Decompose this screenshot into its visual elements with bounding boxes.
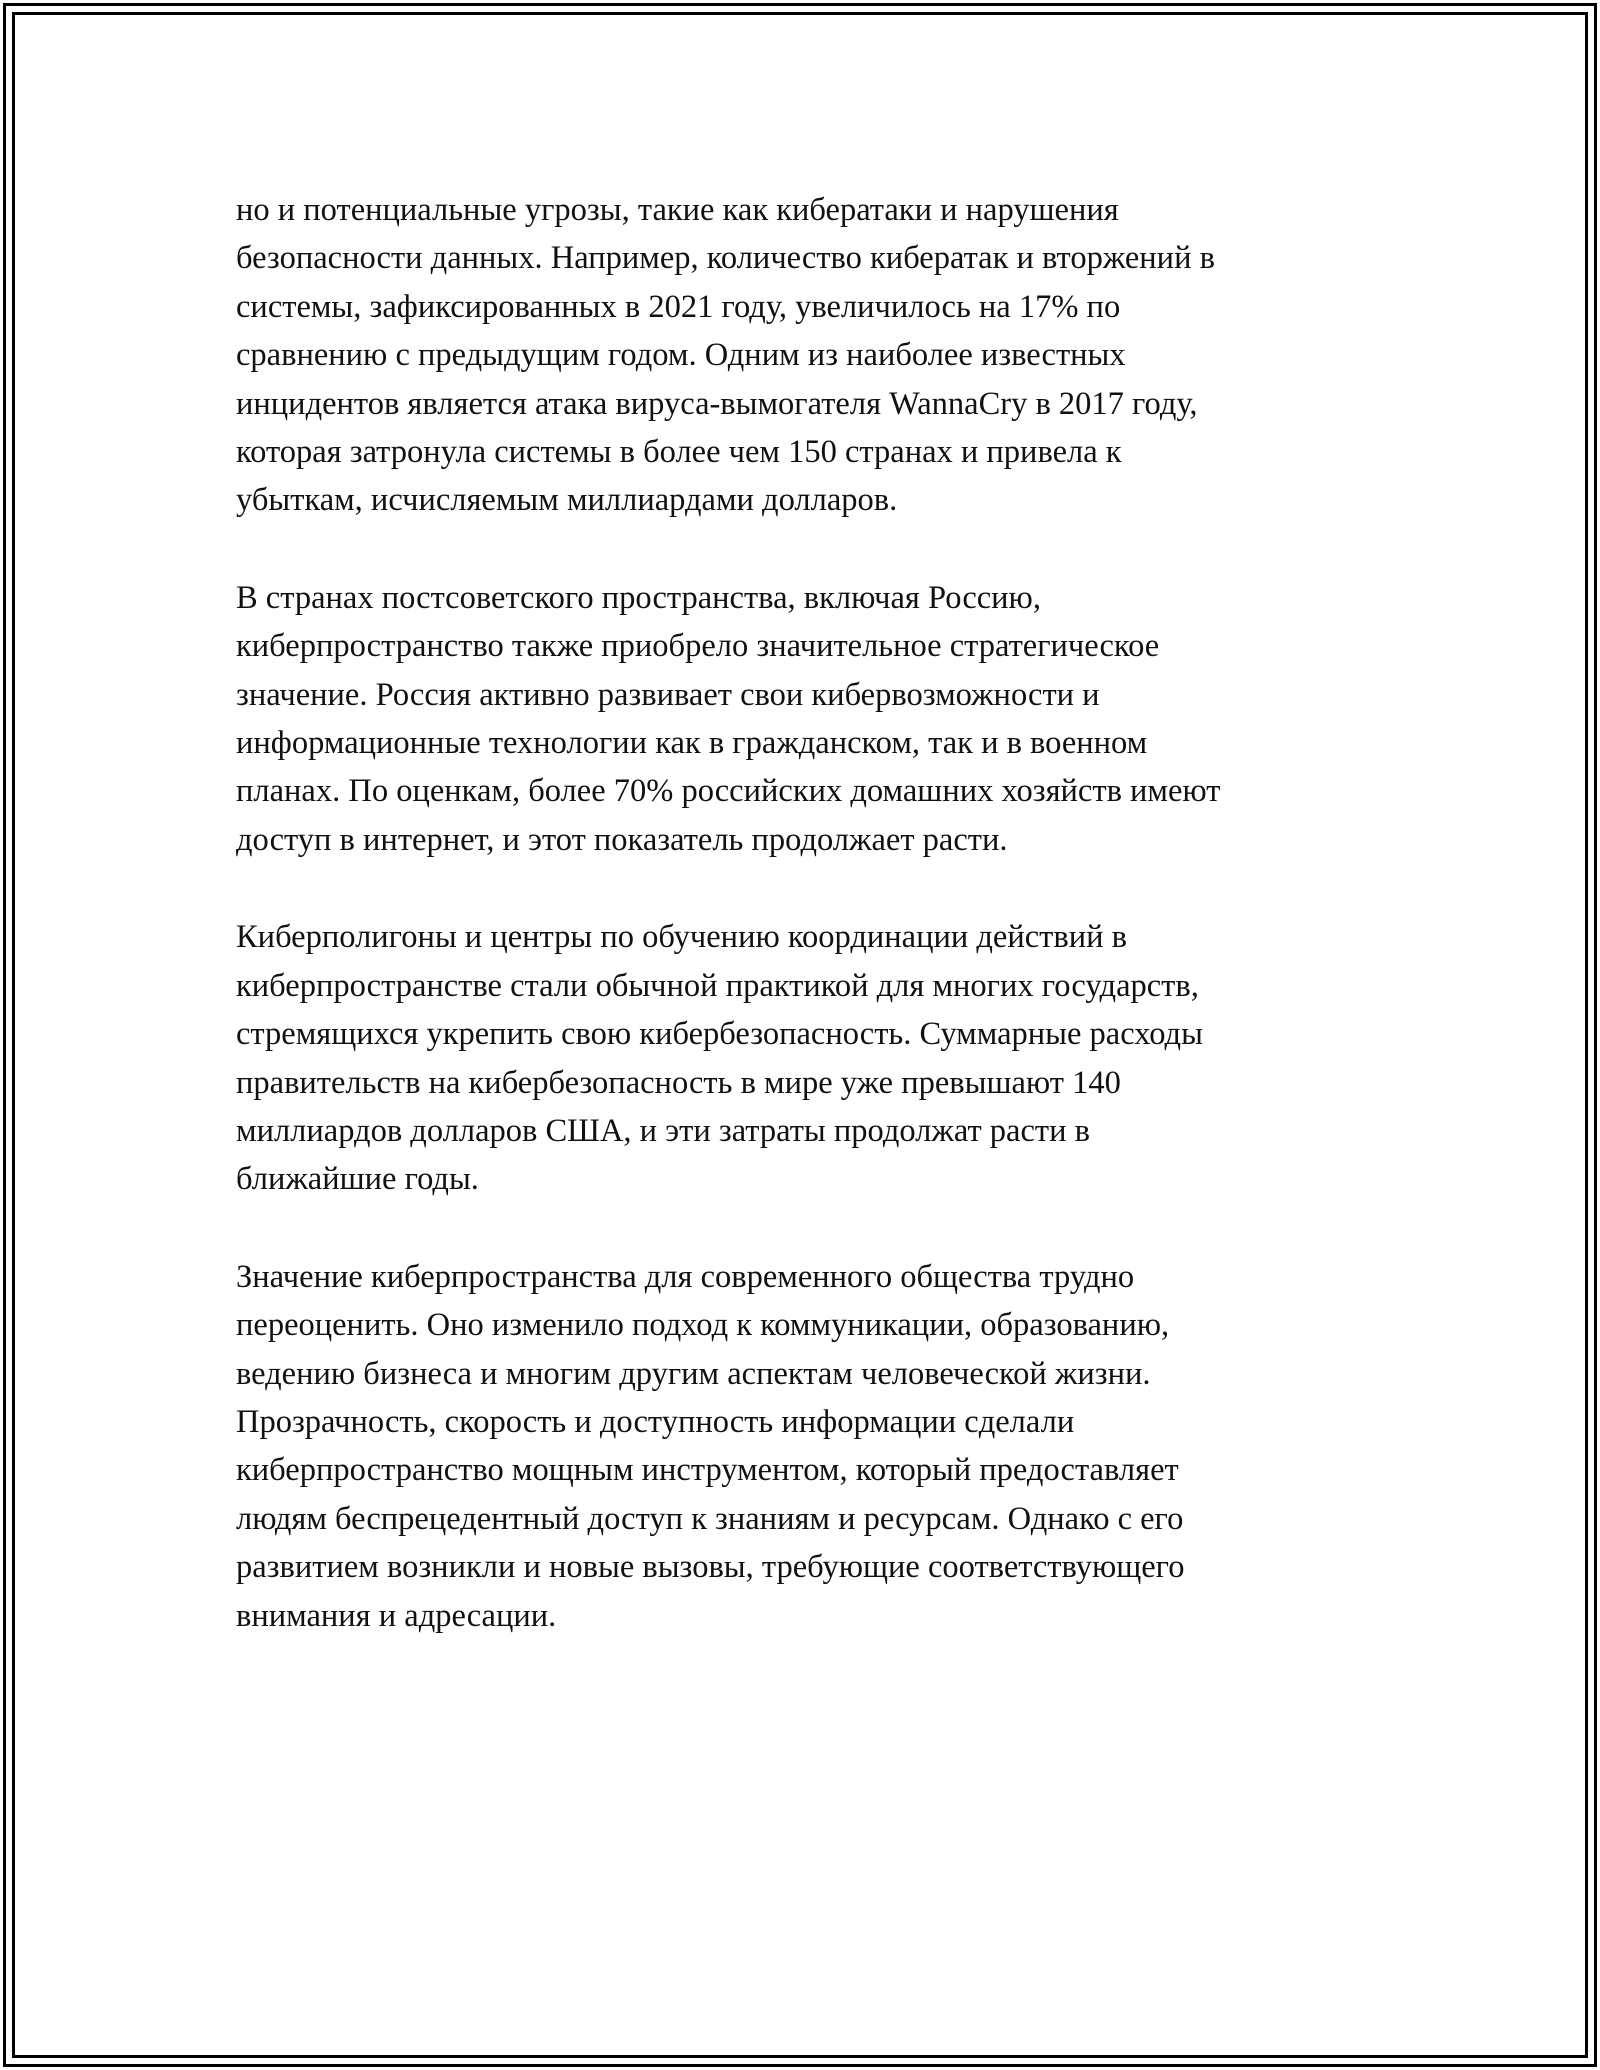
paragraph-cyber-ranges: Киберполигоны и центры по обучению координации действий в киберпространстве стали обычной практикой для многих государств, стремящихся укрепить свою кибербезопасность. Суммарные расходы правительств на кибербезопасность в мире уже превышают 140 миллиардов долларов США, и эти затраты продолжат расти в ближайшие годы. — [236, 919, 1203, 1198]
paragraph-cyber-threats: но и потенциальные угрозы, такие как кибератаки и нарушения безопасности данных. Например, количество кибератак и вторжений в системы, зафиксированных в 2021 году, увеличилось на 17% по сравнению с предыдущим годом. Одним из наиболее известных инцидентов является атака вируса-вымогателя WannaCry в 2017 году, которая затронула системы в более чем 150 странах и привела к убыткам, исчисляемым миллиардами долларов. — [236, 192, 1215, 519]
paragraph-cyberspace-significance: Значение киберпространства для современного общества трудно переоценить. Оно изменило подход к коммуникации, образованию, ведению бизнеса и многим другим аспектам человеческой жизни. Прозрачность, скорость и доступность информации сделали киберпространство мощным инструментом, который предоставляет людям беспрецедентный доступ к знаниям и ресурсам. Однако с его развитием возникли и новые вызовы, требующие соответствующего внимания и адресации. — [236, 1258, 1185, 1634]
paragraph-post-soviet-space: В странах постсоветского пространства, включая Россию, киберпространство также приобрело значительное стратегическое значение. Россия активно развивает свои кибервозможности и информационные технологии как в гражданском, так и в военном планах. По оценкам, более 70% российских домашних хозяйств имеют доступ в интернет, и этот показатель продолжает расти. — [236, 579, 1221, 858]
document-body — [236, 186, 1386, 1689]
